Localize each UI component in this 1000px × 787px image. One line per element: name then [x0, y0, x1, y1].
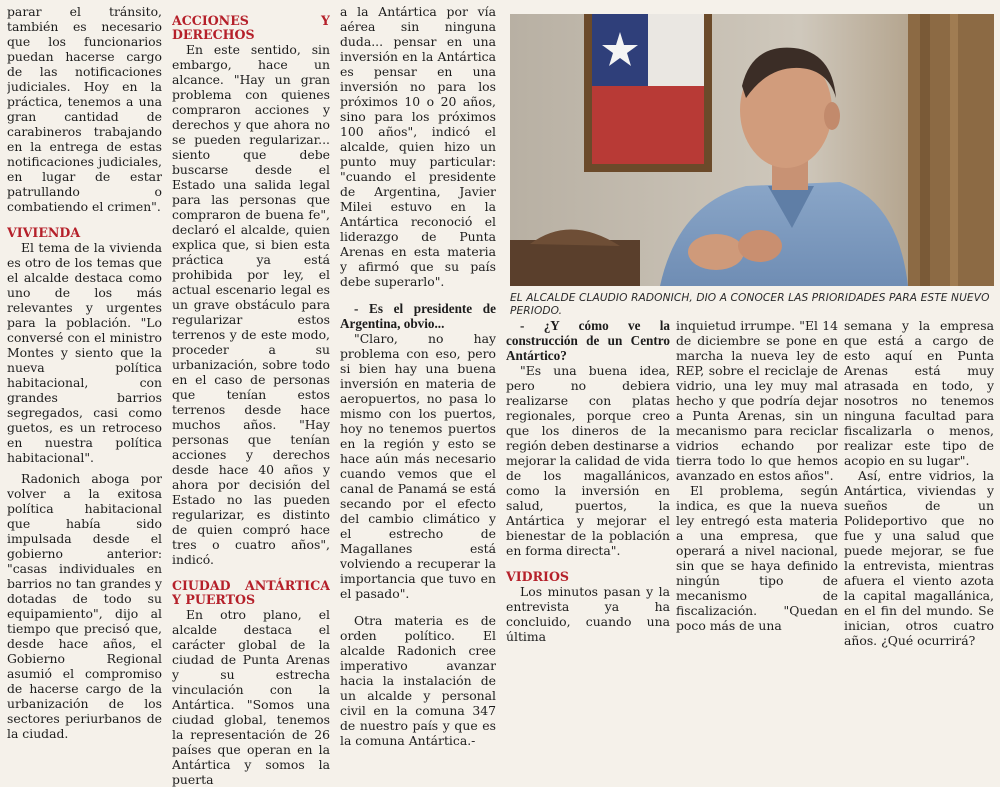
- body-paragraph: "Es una buena idea, pero no debiera realizarse con platas regionales, porque creo que los dineros de la región deben destinarse a mejorar la calidad de vida de los magallánicos, como la inversión en salud, puertos, la Antártica y mejorar el bienestar de la población en forma directa".: [506, 363, 670, 558]
- article-column-1: [7, 4, 162, 741]
- article-column-2: [172, 4, 330, 787]
- body-paragraph: El tema de la vivienda es otro de los temas que el alcalde destaca como uno de los más relevantes y urgentes para la población. "Lo conversé con el ministro Montes y siento que la nueva política habitacional, con grandes barrios segregados, casi como guetos, es un retroceso en nuestra política habitacional".: [7, 240, 162, 465]
- interview-question: - ¿Y cómo ve la construcción de un Centro Antártico?: [506, 318, 670, 363]
- article-column-4: [506, 318, 670, 644]
- photo-caption: EL ALCALDE CLAUDIO RADONICH, DIO A CONOCER LAS PRIORIDADES PARA ESTE NUEVO PERIODO.: [510, 292, 990, 318]
- body-paragraph: En este sentido, sin embargo, hace un alcance. "Hay un gran problema con quienes compraron acciones y derechos y que ahora no se pueden regularizar... siento que debe buscarse desde el Estado una salida legal para las personas que compraron de buena fe", declaró el alcalde, quien explica que, si bien esta práctica ya está prohibida por ley, el actual escenario legal es un grave obstáculo para regularizar estos terrenos y de este modo, proceder a su urbanización, sobre todo en el caso de personas que tenían estos terrenos desde hace muchos años. "Hay personas que tenían acciones y derechos desde hace 40 años y ahora por decisión del Estado no las pueden regularizar, es distinto de quien compró hace tres o cuatro años", indicó.: [172, 42, 330, 567]
- body-paragraph: inquietud irrumpe. "El 14 de diciembre se pone en marcha la nueva ley de REP, sobre el reciclaje de vidrio, una ley muy mal hecho y que podría dejar a Punta Arenas, sin un mecanismo para reciclar vidrios echando por tierra todo lo que hemos avanzado en estos años".: [676, 318, 838, 483]
- subhead-acciones: ACCIONES Y DERECHOS: [172, 13, 330, 42]
- body-paragraph: semana y la empresa que está a cargo de esto aquí en Punta Arenas está muy atrasada en todo, y nosotros no tenemos ninguna facultad para fiscalizarla o menos, realizar este tipo de acopio en su lugar".: [844, 318, 994, 468]
- subhead-vivienda: VIVIENDA: [7, 225, 81, 240]
- article-column-5: [676, 318, 838, 633]
- body-paragraph: Los minutos pasan y la entrevista ya ha concluido, cuando una última: [506, 584, 670, 644]
- body-paragraph: Radonich aboga por volver a la exitosa política habitacional que había sido impulsada desde el gobierno anterior: "casas individuales en barrios no tan grandes y dotadas de todo su equipamiento", dijo al tiempo que precisó que, desde hace años, el Gobierno Regional asumió el compromiso de hacerse cargo de la urbanización de los sectores periurbanos de la ciudad.: [7, 471, 162, 741]
- subhead-vidrios: VIDRIOS: [506, 569, 570, 584]
- body-paragraph: "Claro, no hay problema con eso, pero si bien hay una buena inversión en materia de aeropuertos, no pasa lo mismo con los puertos, hoy no tenemos puertos en la región y esto se hace aún más necesario cuando vemos que el canal de Panamá se está secando por el efecto del cambio climático y el estrecho de Magallanes está volviendo a recuperar la importancia que tuvo en el pasado".: [340, 331, 496, 601]
- article-column-6: [844, 318, 994, 648]
- body-paragraph: a la Antártica por vía aérea sin ninguna duda... pensar en una inversión en la Antártica es pensar en una inversión no para los próximos 10 o 20 años, sino para los próximos 100 años", indicó el alcalde, quien hizo un punto muy particular: "cuando el presidente de Argentina, Javier Milei estuvo en la Antártica reconoció el liderazgo de Punta Arenas en esta materia y afirmó que su país debe superarlo".: [340, 4, 496, 289]
- article-column-3: [340, 4, 496, 748]
- body-paragraph: Así, entre vidrios, la Antártica, viviendas y sueños de un Polideportivo que no fue y una salud que puede mejorar, se fue la entrevista, mientras afuera el viento azota la capital magallánica, en el fin del mundo. Se inician, otros cuatro años. ¿Qué ocurrirá?: [844, 468, 994, 648]
- body-paragraph: parar el tránsito, también es necesario que los funcionarios puedan hacerse cargo de las notificaciones judiciales. Hoy en la práctica, tenemos a una gran cantidad de carabineros trabajando en la entrega de estas notificaciones judiciales, en lugar de estar patrullando o combatiendo el crimen".: [7, 4, 162, 214]
- interview-question: - Es el presidente de Argentina, obvio...: [340, 301, 496, 331]
- body-paragraph: Otra materia es de orden político. El alcalde Radonich cree imperativo avanzar hacia la instalación de un alcalde y personal civil en la comuna 347 de nuestro país y que es la comuna Antártica.-: [340, 613, 496, 748]
- body-paragraph: El problema, según indica, es que la nueva ley entregó esta materia a una empresa, que operará a nivel nacional, sin que se haya definido ningún tipo de mecanismo de fiscalización. "Quedan poco más de una: [676, 483, 838, 633]
- body-paragraph: En otro plano, el alcalde destaca el carácter global de la ciudad de Punta Arenas y su estrecha vinculación con la Antártica. "Somos una ciudad global, tenemos la representación de 26 países que operan en la Antártica y somos la puerta: [172, 607, 330, 787]
- mayor-photo: [510, 14, 994, 286]
- subhead-ciudad-antartica: CIUDAD ANTÁRTICA Y PUERTOS: [172, 578, 330, 607]
